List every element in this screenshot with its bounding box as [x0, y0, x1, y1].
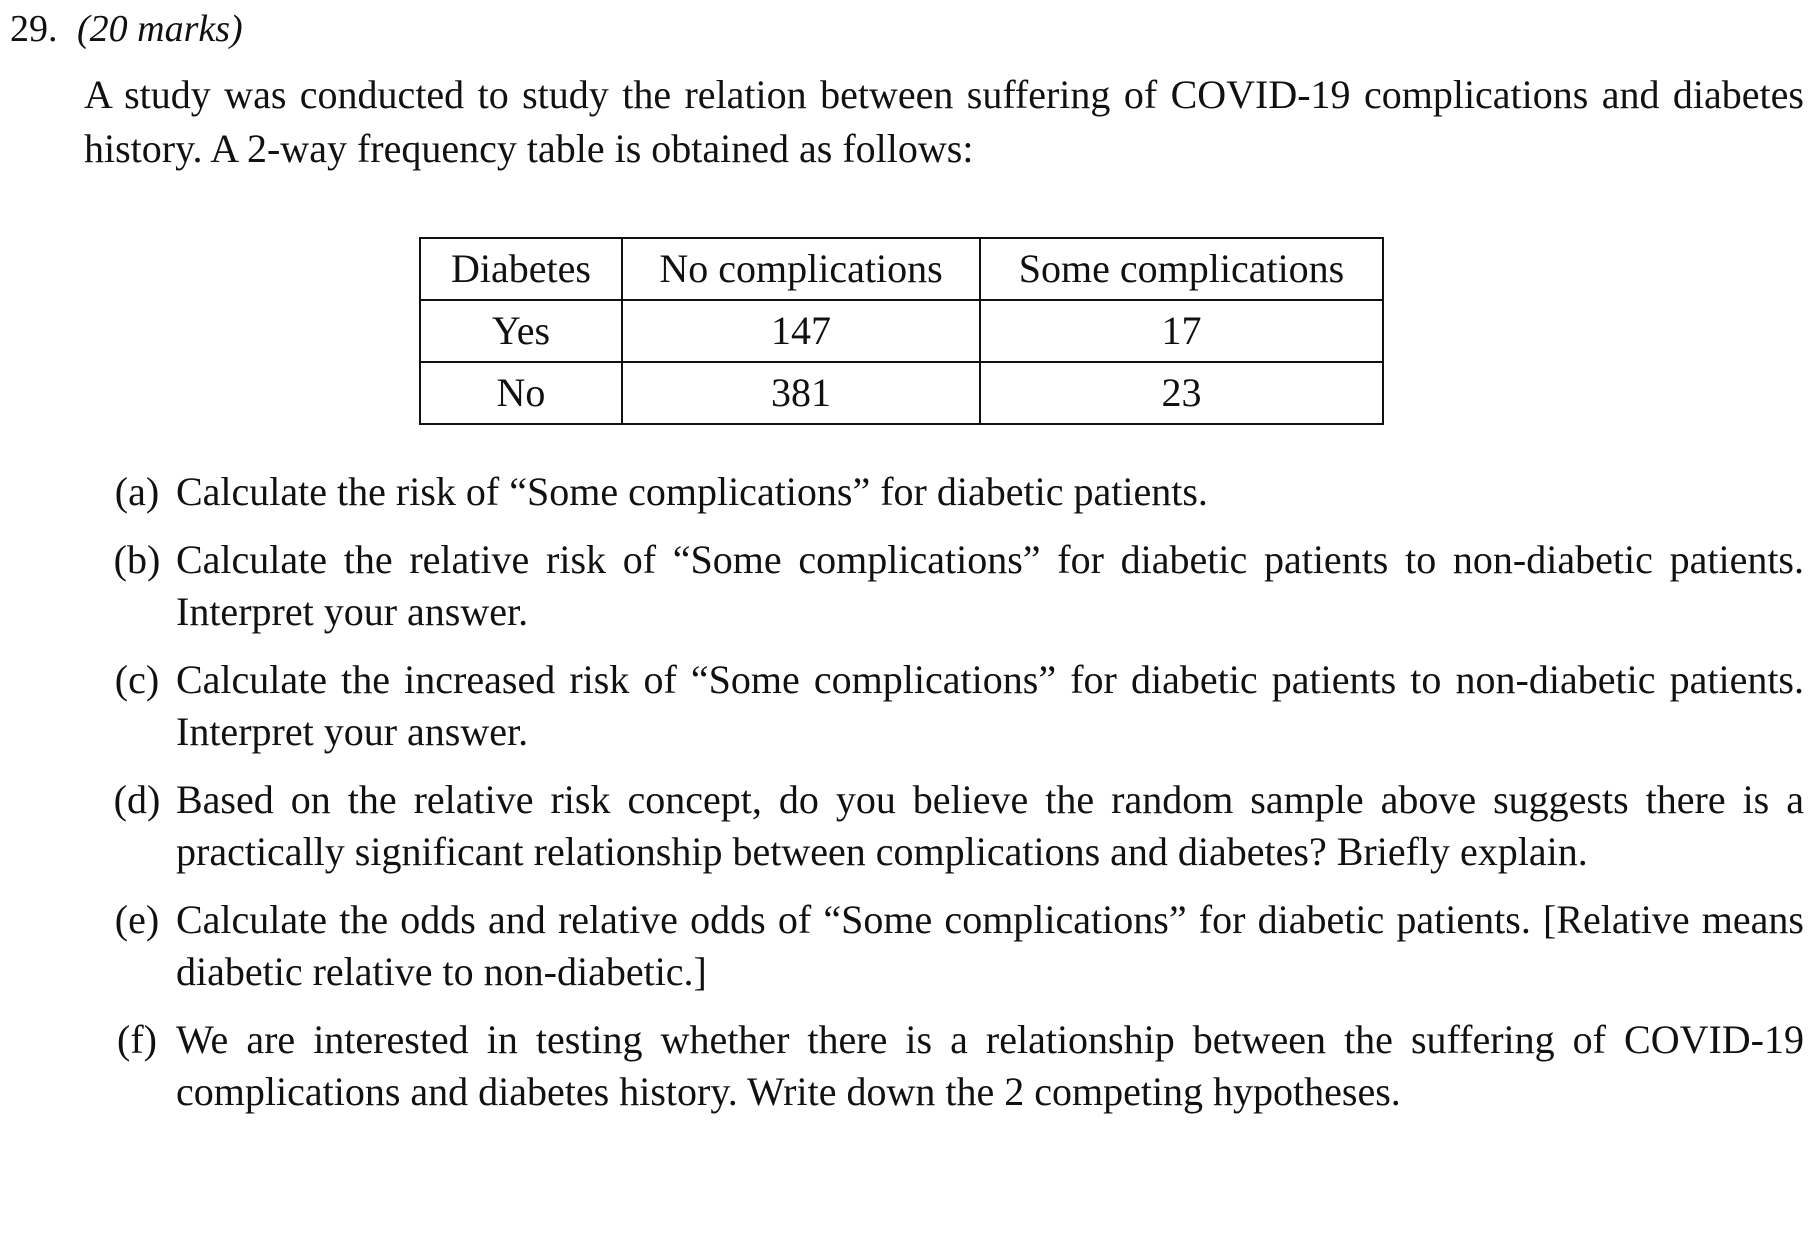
part-label: (f) [117, 1017, 157, 1062]
question-parts [90, 466, 1804, 1134]
part-label: (c) [114, 657, 160, 702]
question-header [10, 6, 243, 52]
part-text: Calculate the odds and relative odds of “Some complications” for diabetic patients. [Relative means diabetic relative to non-diabetic.] [176, 897, 1804, 994]
table-cell-no-complications: 381 [622, 362, 980, 424]
part-label: (b) [113, 537, 161, 582]
part-label: (a) [114, 469, 160, 514]
part-f [90, 1014, 1804, 1118]
part-text: We are interested in testing whether there is a relationship between the suffering of COVID-19 complications and diabetes history. Write down the 2 competing hypotheses. [176, 1017, 1804, 1114]
question-number: 29. [10, 8, 58, 50]
table-header-no-complications: No complications [622, 238, 980, 300]
frequency-table [419, 237, 1384, 425]
part-c [90, 654, 1804, 758]
part-label: (d) [113, 777, 161, 822]
part-text: Calculate the relative risk of “Some complications” for diabetic patients to non-diabetic patients. Interpret your answer. [176, 537, 1804, 634]
table-cell-some-complications: 23 [980, 362, 1383, 424]
part-label: (e) [114, 897, 160, 942]
part-b [90, 534, 1804, 638]
question-marks: (20 marks) [77, 8, 243, 50]
part-a [90, 466, 1804, 518]
table-header-some-complications: Some complications [980, 238, 1383, 300]
table-header-row [420, 238, 1383, 300]
table-row [420, 362, 1383, 424]
table-row [420, 300, 1383, 362]
table-cell-no-complications: 147 [622, 300, 980, 362]
question-intro: A study was conducted to study the relation between suffering of COVID-19 complications and diabetes history. A 2-way frequency table is obtained as follows: [84, 72, 1804, 171]
part-text: Calculate the increased risk of “Some complications” for diabetic patients to non-diabetic patients. Interpret your answer. [176, 657, 1804, 754]
part-text: Calculate the risk of “Some complications” for diabetic patients. [176, 469, 1208, 514]
table-cell-label: Yes [420, 300, 622, 362]
table-cell-label: No [420, 362, 622, 424]
table-cell-some-complications: 17 [980, 300, 1383, 362]
part-d [90, 774, 1804, 878]
part-text: Based on the relative risk concept, do you believe the random sample above suggests there is a practically significant relationship between complications and diabetes? Briefly explain. [176, 777, 1804, 874]
part-e [90, 894, 1804, 998]
table-header-diabetes: Diabetes [420, 238, 622, 300]
